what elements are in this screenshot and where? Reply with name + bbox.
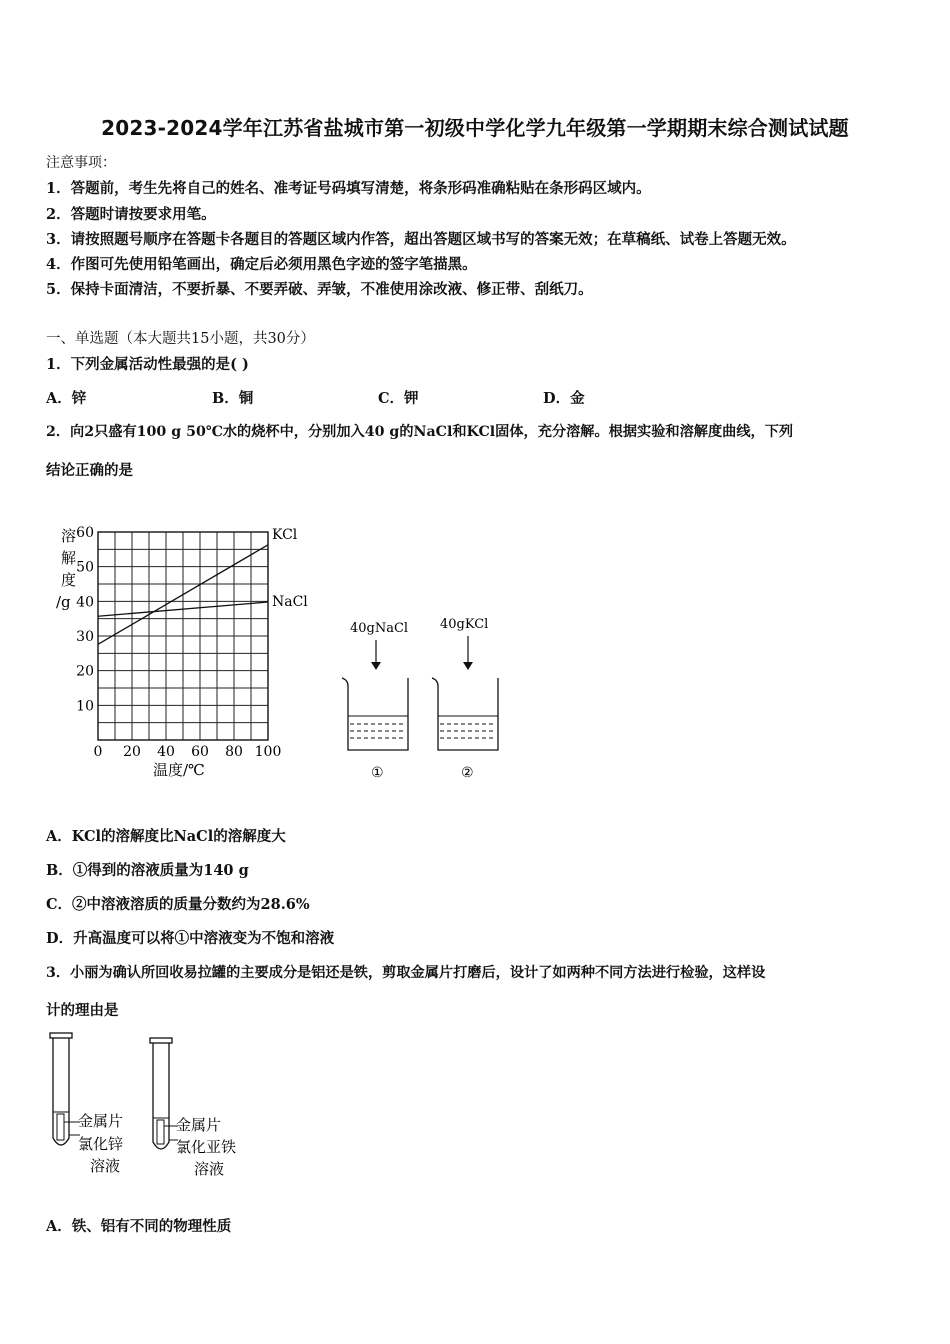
- notice-item: 1．答题前，考生先将自己的姓名、准考证号码填写清楚，将条形码准确粘贴在条形码区域内。: [46, 180, 651, 197]
- solubility-chart: [46, 520, 326, 785]
- x-tick-label: 80: [225, 744, 243, 760]
- question-3-stem: 3．小丽为确认所回收易拉罐的主要成分是铝还是铁，剪取金属片打磨后，设计了如两种不同方法进行检验，这样设: [46, 965, 766, 981]
- notice-heading: 注意事项：: [46, 155, 116, 171]
- beaker-2-label: 40gKCl: [440, 617, 489, 632]
- legend-label-kcl: KCl: [272, 526, 298, 543]
- beaker-1: [342, 678, 408, 750]
- y-axis-label-3: 度: [61, 571, 77, 589]
- x-axis-label: 温度/℃: [153, 761, 205, 779]
- tube-1-label-solution-2: 溶液: [90, 1157, 121, 1175]
- test-tube-2: [150, 1038, 236, 1178]
- arrow-down-icon: [463, 662, 473, 670]
- q1-option-a: A．锌: [46, 390, 87, 407]
- section-heading: 一、单选题（本大题共15小题，共30分）: [46, 331, 315, 347]
- chart-series: [98, 527, 308, 644]
- x-tick-label: 100: [254, 744, 282, 760]
- q1-option-b: B．铜: [212, 390, 254, 407]
- question-2-stem: 2．向2只盛有100 g 50℃水的烧杯中，分别加入40 g的NaCl和KCl固体，充分溶解。根据实验和溶解度曲线，下列: [46, 424, 794, 440]
- q2-option-a: A．KCl的溶解度比NaCl的溶解度大: [46, 828, 286, 845]
- question-3-stem-cont: 计的理由是: [46, 1002, 119, 1019]
- x-tick-label: 0: [93, 744, 103, 760]
- beaker-2-number: ②: [461, 765, 474, 781]
- tube-2-label-solution-2: 溶液: [194, 1160, 225, 1178]
- beaker-1-number: ①: [371, 765, 384, 781]
- metal-strip: [157, 1120, 164, 1144]
- tube-1-label-solution: 氯化锌: [78, 1135, 124, 1153]
- y-tick-label: 10: [76, 698, 94, 715]
- q2-option-c: C．②中溶液溶质的质量分数约为28.6%: [46, 896, 310, 913]
- tube-1-label-metal: 金属片: [78, 1112, 124, 1130]
- x-tick-label: 60: [191, 744, 209, 760]
- q2-option-b: B．①得到的溶液质量为140 g: [46, 862, 249, 879]
- legend-label-nacl: NaCl: [272, 594, 308, 611]
- tube-2-label-metal: 金属片: [176, 1116, 222, 1134]
- q1-option-d: D．金: [543, 390, 585, 407]
- x-tick-label: 20: [123, 744, 141, 760]
- y-tick-label: 60: [76, 525, 94, 541]
- question-2-stem-cont: 结论正确的是: [46, 462, 133, 479]
- test-tube-diagram: [46, 1030, 266, 1185]
- beaker-2: [432, 678, 498, 750]
- notice-item: 4．作图可先使用铅笔画出，确定后必须用黑色字迹的签字笔描黑。: [46, 256, 477, 273]
- page-title: 2023-2024学年江苏省盐城市第一初级中学化学九年级第一学期期末综合测试试题: [101, 116, 849, 140]
- question-1-stem: 1．下列金属活动性最强的是( ): [46, 356, 249, 373]
- q2-option-d: D．升高温度可以将①中溶液变为不饱和溶液: [46, 930, 335, 947]
- notice-item: 5．保持卡面清洁，不要折暴、不要弄破、弄皱，不准使用涂改液、修正带、刮纸刀。: [46, 281, 593, 298]
- notice-item: 2．答题时请按要求用笔。: [46, 206, 216, 223]
- y-tick-label: 40: [76, 594, 94, 611]
- y-axis-label-2: 解: [61, 549, 77, 567]
- y-axis-label-4: /g: [56, 593, 71, 611]
- y-tick-label: 20: [76, 663, 94, 680]
- x-tick-label: 40: [157, 744, 175, 760]
- test-tube-1: [50, 1033, 123, 1175]
- beaker-1-label: 40gNaCl: [350, 621, 409, 636]
- arrow-down-icon: [371, 662, 381, 670]
- y-axis-label-1: 溶: [61, 527, 77, 545]
- y-tick-label: 30: [76, 629, 94, 645]
- q1-option-c: C．钾: [378, 390, 419, 407]
- y-tick-label: 50: [76, 559, 94, 576]
- chart-grid: [98, 532, 268, 740]
- notice-item: 3．请按照题号顺序在答题卡各题目的答题区域内作答，超出答题区域书写的答案无效；在草稿纸、试卷上答题无效。: [46, 231, 796, 248]
- q3-option-a: A．铁、铝有不同的物理性质: [46, 1218, 232, 1235]
- beaker-diagram: [336, 610, 516, 785]
- metal-strip: [57, 1114, 64, 1140]
- tube-2-label-solution: 氯化亚铁: [176, 1138, 237, 1156]
